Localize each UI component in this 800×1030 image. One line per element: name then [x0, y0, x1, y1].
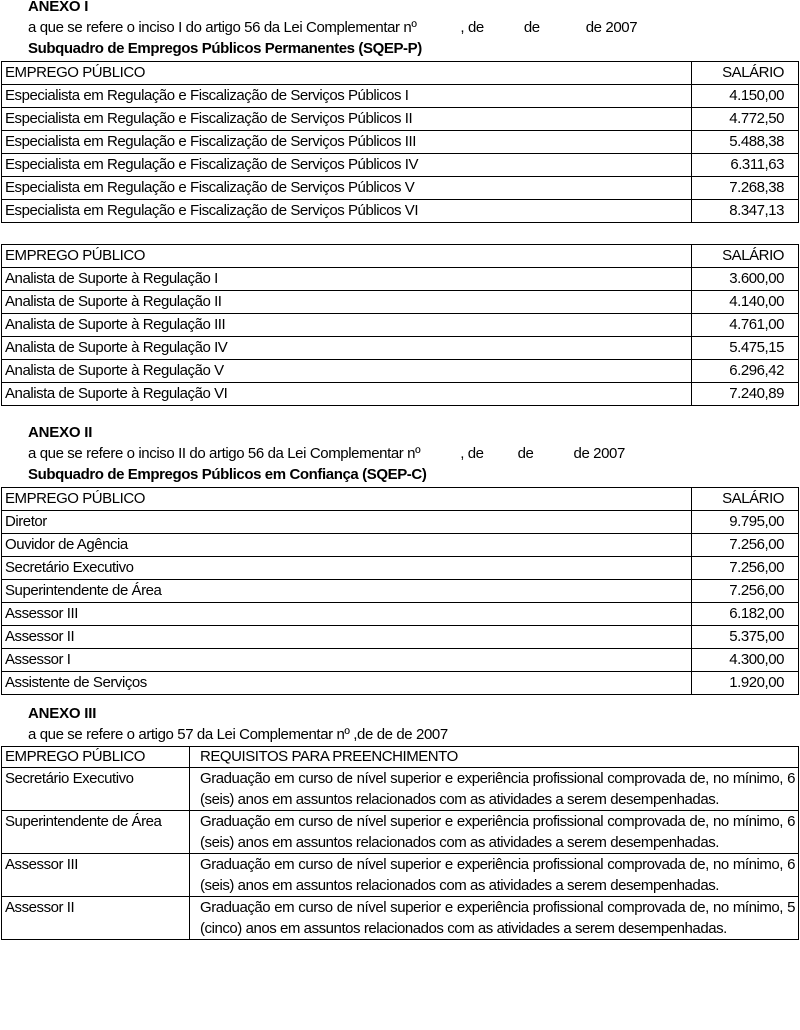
emprego-cell: Analista de Suporte à Regulação VI [2, 383, 692, 406]
reference-year: de 2007 [573, 445, 625, 462]
salario-cell: 3.600,00 [692, 268, 799, 291]
emprego-cell: Assessor I [2, 649, 692, 672]
anexo-2-subtitle: Subquadro de Empregos Públicos em Confiança (SQEP-C) [28, 466, 427, 483]
column-header-salario: SALÁRIO [692, 488, 799, 511]
salario-cell: 7.256,00 [692, 557, 799, 580]
table-row [2, 511, 799, 534]
salario-cell: 4.150,00 [692, 85, 799, 108]
salario-cell: 9.795,00 [692, 511, 799, 534]
salario-cell: 4.761,00 [692, 314, 799, 337]
table-row [2, 85, 799, 108]
emprego-cell: Assistente de Serviços [2, 672, 692, 695]
requisitos-cell: Graduação em curso de nível superior e experiência profissional comprovada de, no mínimo, 6 (seis) anos em assuntos relacionados com as atividades a serem desempenhadas. [190, 854, 799, 897]
anexo-3-reference: a que se refere o artigo 57 da Lei Complementar nº ,de de de 2007 [28, 726, 448, 743]
table-row [2, 131, 799, 154]
emprego-cell: Analista de Suporte à Regulação IV [2, 337, 692, 360]
requisitos-table [1, 746, 799, 940]
requisitos-cell: Graduação em curso de nível superior e experiência profissional comprovada de, no mínimo, 5 (cinco) anos em assuntos relacionados com as atividades a serem desempenhadas. [190, 897, 799, 940]
sqep-p-analista-table [1, 244, 799, 406]
emprego-cell: Assessor II [2, 626, 692, 649]
table-row [2, 811, 799, 854]
table-row [2, 534, 799, 557]
reference-de: de [523, 19, 540, 36]
table-header-row [2, 747, 799, 768]
table-row [2, 314, 799, 337]
table-header-row [2, 245, 799, 268]
emprego-cell: Especialista em Regulação e Fiscalização de Serviços Públicos V [2, 177, 692, 200]
salario-cell: 1.920,00 [692, 672, 799, 695]
emprego-cell: Assessor III [2, 603, 692, 626]
table-row [2, 854, 799, 897]
salario-cell: 4.140,00 [692, 291, 799, 314]
requisitos-cell: Graduação em curso de nível superior e experiência profissional comprovada de, no mínimo, 6 (seis) anos em assuntos relacionados com as atividades a serem desempenhadas. [190, 768, 799, 811]
table-header-row [2, 488, 799, 511]
column-header-salario: SALÁRIO [692, 62, 799, 85]
table-row [2, 672, 799, 695]
emprego-cell: Especialista em Regulação e Fiscalização de Serviços Públicos VI [2, 200, 692, 223]
emprego-cell: Secretário Executivo [2, 557, 692, 580]
emprego-cell: Analista de Suporte à Regulação II [2, 291, 692, 314]
salario-cell: 6.311,63 [692, 154, 799, 177]
table-row [2, 603, 799, 626]
emprego-cell: Diretor [2, 511, 692, 534]
salario-cell: 8.347,13 [692, 200, 799, 223]
salario-cell: 7.268,38 [692, 177, 799, 200]
emprego-cell: Analista de Suporte à Regulação III [2, 314, 692, 337]
reference-de: , de [460, 445, 484, 462]
sqep-p-especialista-table [1, 61, 799, 223]
emprego-cell: Especialista em Regulação e Fiscalização de Serviços Públicos IV [2, 154, 692, 177]
emprego-cell: Analista de Suporte à Regulação V [2, 360, 692, 383]
column-header-emprego: EMPREGO PÚBLICO [2, 747, 190, 768]
table-row [2, 108, 799, 131]
table-row [2, 291, 799, 314]
table-row [2, 557, 799, 580]
table-row [2, 177, 799, 200]
table-row [2, 268, 799, 291]
emprego-cell: Superintendente de Área [2, 811, 190, 854]
table-row [2, 337, 799, 360]
requisitos-cell: Graduação em curso de nível superior e experiência profissional comprovada de, no mínimo, 6 (seis) anos em assuntos relacionados com as atividades a serem desempenhadas. [190, 811, 799, 854]
salario-cell: 7.256,00 [692, 534, 799, 557]
column-header-requisitos: REQUISITOS PARA PREENCHIMENTO [190, 747, 799, 768]
table-row [2, 360, 799, 383]
column-header-emprego: EMPREGO PÚBLICO [2, 62, 692, 85]
table-row [2, 897, 799, 940]
table-row [2, 200, 799, 223]
emprego-cell: Especialista em Regulação e Fiscalização de Serviços Públicos I [2, 85, 692, 108]
emprego-cell: Ouvidor de Agência [2, 534, 692, 557]
emprego-cell: Analista de Suporte à Regulação I [2, 268, 692, 291]
column-header-emprego: EMPREGO PÚBLICO [2, 488, 692, 511]
table-row [2, 649, 799, 672]
table-row [2, 383, 799, 406]
table-row [2, 154, 799, 177]
table-row [2, 768, 799, 811]
anexo-1-title: ANEXO I [28, 0, 89, 15]
emprego-cell: Secretário Executivo [2, 768, 190, 811]
column-header-emprego: EMPREGO PÚBLICO [2, 245, 692, 268]
reference-de: , de [460, 19, 484, 36]
anexo-3-title: ANEXO III [28, 705, 97, 722]
salario-cell: 6.182,00 [692, 603, 799, 626]
anexo-2-reference [28, 445, 625, 463]
column-header-salario: SALÁRIO [692, 245, 799, 268]
salario-cell: 7.240,89 [692, 383, 799, 406]
anexo-1-subtitle: Subquadro de Empregos Públicos Permanentes (SQEP-P) [28, 40, 422, 57]
salario-cell: 4.772,50 [692, 108, 799, 131]
emprego-cell: Especialista em Regulação e Fiscalização de Serviços Públicos II [2, 108, 692, 131]
salario-cell: 6.296,42 [692, 360, 799, 383]
reference-text: a que se refere o inciso I do artigo 56 da Lei Complementar nº [28, 19, 417, 36]
salario-cell: 5.475,15 [692, 337, 799, 360]
emprego-cell: Assessor III [2, 854, 190, 897]
reference-year: de 2007 [585, 19, 638, 36]
salario-cell: 7.256,00 [692, 580, 799, 603]
table-row [2, 626, 799, 649]
reference-text: a que se refere o inciso II do artigo 56 da Lei Complementar nº [28, 445, 421, 462]
reference-de: de [517, 445, 534, 462]
salario-cell: 4.300,00 [692, 649, 799, 672]
table-row [2, 580, 799, 603]
salario-cell: 5.375,00 [692, 626, 799, 649]
table-header-row [2, 62, 799, 85]
emprego-cell: Especialista em Regulação e Fiscalização de Serviços Públicos III [2, 131, 692, 154]
emprego-cell: Assessor II [2, 897, 190, 940]
sqep-c-table [1, 487, 799, 695]
salario-cell: 5.488,38 [692, 131, 799, 154]
emprego-cell: Superintendente de Área [2, 580, 692, 603]
anexo-1-reference [28, 19, 637, 37]
anexo-2-title: ANEXO II [28, 424, 93, 441]
